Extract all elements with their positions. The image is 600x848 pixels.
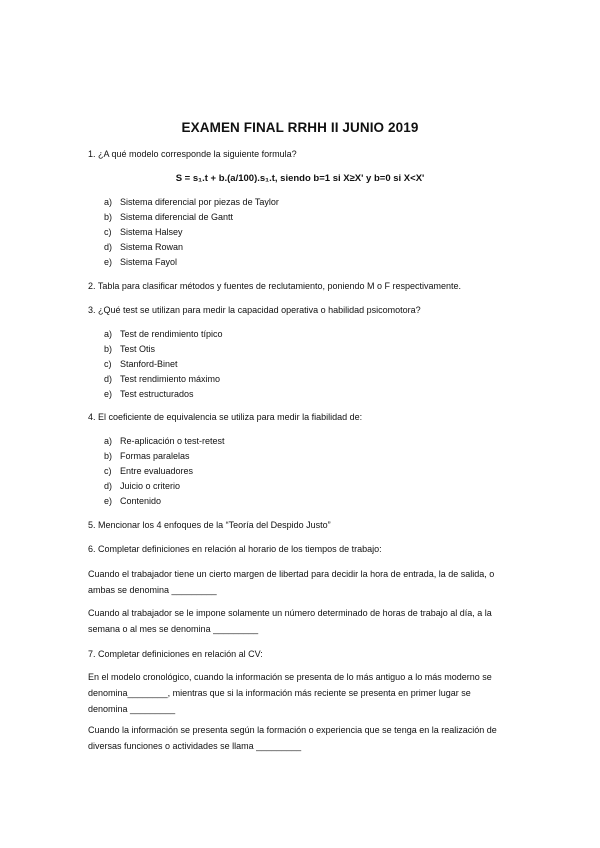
q1-option-e <box>104 256 177 268</box>
question-3: 3. ¿Qué test se utilizan para medir la capacidad operativa o habilidad psicomotora? <box>88 305 421 315</box>
option-letter: d) <box>104 374 113 384</box>
q1-option-c <box>104 226 183 238</box>
question-7-definition-2: Cuando la información se presenta según la formación o experiencia que se tenga en la realización de diversas funciones o actividades se llama _________ <box>88 725 497 751</box>
q3-option-c <box>104 358 178 370</box>
option-text: Formas paralelas <box>120 451 190 461</box>
q3-option-d <box>104 373 220 385</box>
q4-option-a <box>104 435 225 447</box>
option-text: Test de rendimiento típico <box>120 329 223 339</box>
question-2: 2. Tabla para clasificar métodos y fuentes de reclutamiento, poniendo M o F respectivamente. <box>88 281 462 291</box>
question-6-definition-1: Cuando el trabajador tiene un cierto margen de libertad para decidir la hora de entrada, la de salida, o ambas se denomina _________ <box>88 569 495 595</box>
option-letter: b) <box>104 451 113 461</box>
q1-option-d <box>104 241 183 253</box>
option-text: Entre evaluadores <box>120 466 194 476</box>
question-6-definition-2: Cuando al trabajador se le impone solamente un número determinado de horas de trabajo al día, a la semana o al mes se denomina _________ <box>88 608 492 634</box>
option-letter: b) <box>104 212 113 222</box>
q4-option-e <box>104 495 161 507</box>
q4-option-d <box>104 480 180 492</box>
q3-option-e <box>104 388 194 400</box>
option-text: Juicio o criterio <box>120 481 181 491</box>
page-title: EXAMEN FINAL RRHH II JUNIO 2019 <box>181 120 419 135</box>
option-text: Sistema Halsey <box>120 227 183 237</box>
q4-option-c <box>104 465 193 477</box>
option-letter: c) <box>104 466 112 476</box>
option-text: Sistema Fayol <box>120 257 178 267</box>
option-text: Test estructurados <box>120 389 194 399</box>
option-text: Contenido <box>120 496 162 506</box>
question-7-definition-1: En el modelo cronológico, cuando la información se presenta de lo más antiguo a lo más moderno se denomina________, mientras que si la información más reciente se presenta en primer lugar se denomina _________ <box>88 672 492 714</box>
q4-option-b <box>104 450 190 462</box>
option-text: Test rendimiento máximo <box>120 374 221 384</box>
option-text: Sistema diferencial por piezas de Taylor <box>120 197 279 207</box>
question-5: 5. Mencionar los 4 enfoques de la “Teoría del Despido Justo” <box>88 520 331 530</box>
option-letter: a) <box>104 436 113 446</box>
option-text: Test Otis <box>120 344 156 354</box>
option-letter: e) <box>104 389 113 399</box>
question-4: 4. El coeficiente de equivalencia se utiliza para medir la fiabilidad de: <box>88 412 363 422</box>
option-text: Re-aplicación o test-retest <box>120 436 225 446</box>
option-letter: d) <box>104 242 113 252</box>
question-6: 6. Completar definiciones en relación al horario de los tiempos de trabajo: <box>88 544 382 554</box>
option-text: Sistema Rowan <box>120 242 184 252</box>
formula: S = s₁.t + b.(a/100).s₁.t, siendo b=1 si X≥X' y b=0 si X<X' <box>175 173 425 184</box>
option-letter: b) <box>104 344 113 354</box>
option-letter: e) <box>104 257 113 267</box>
option-letter: a) <box>104 329 113 339</box>
q3-option-a <box>104 328 223 340</box>
q3-option-b <box>104 343 155 355</box>
option-letter: a) <box>104 197 113 207</box>
question-7: 7. Completar definiciones en relación al CV: <box>88 649 263 659</box>
option-text: Stanford-Binet <box>120 359 178 369</box>
option-letter: d) <box>104 481 113 491</box>
option-letter: c) <box>104 359 112 369</box>
q1-option-a <box>104 196 279 208</box>
option-letter: c) <box>104 227 112 237</box>
option-letter: e) <box>104 496 113 506</box>
option-text: Sistema diferencial de Gantt <box>120 212 234 222</box>
question-1: 1. ¿A qué modelo corresponde la siguiente formula? <box>88 149 297 159</box>
q1-option-b <box>104 211 233 223</box>
